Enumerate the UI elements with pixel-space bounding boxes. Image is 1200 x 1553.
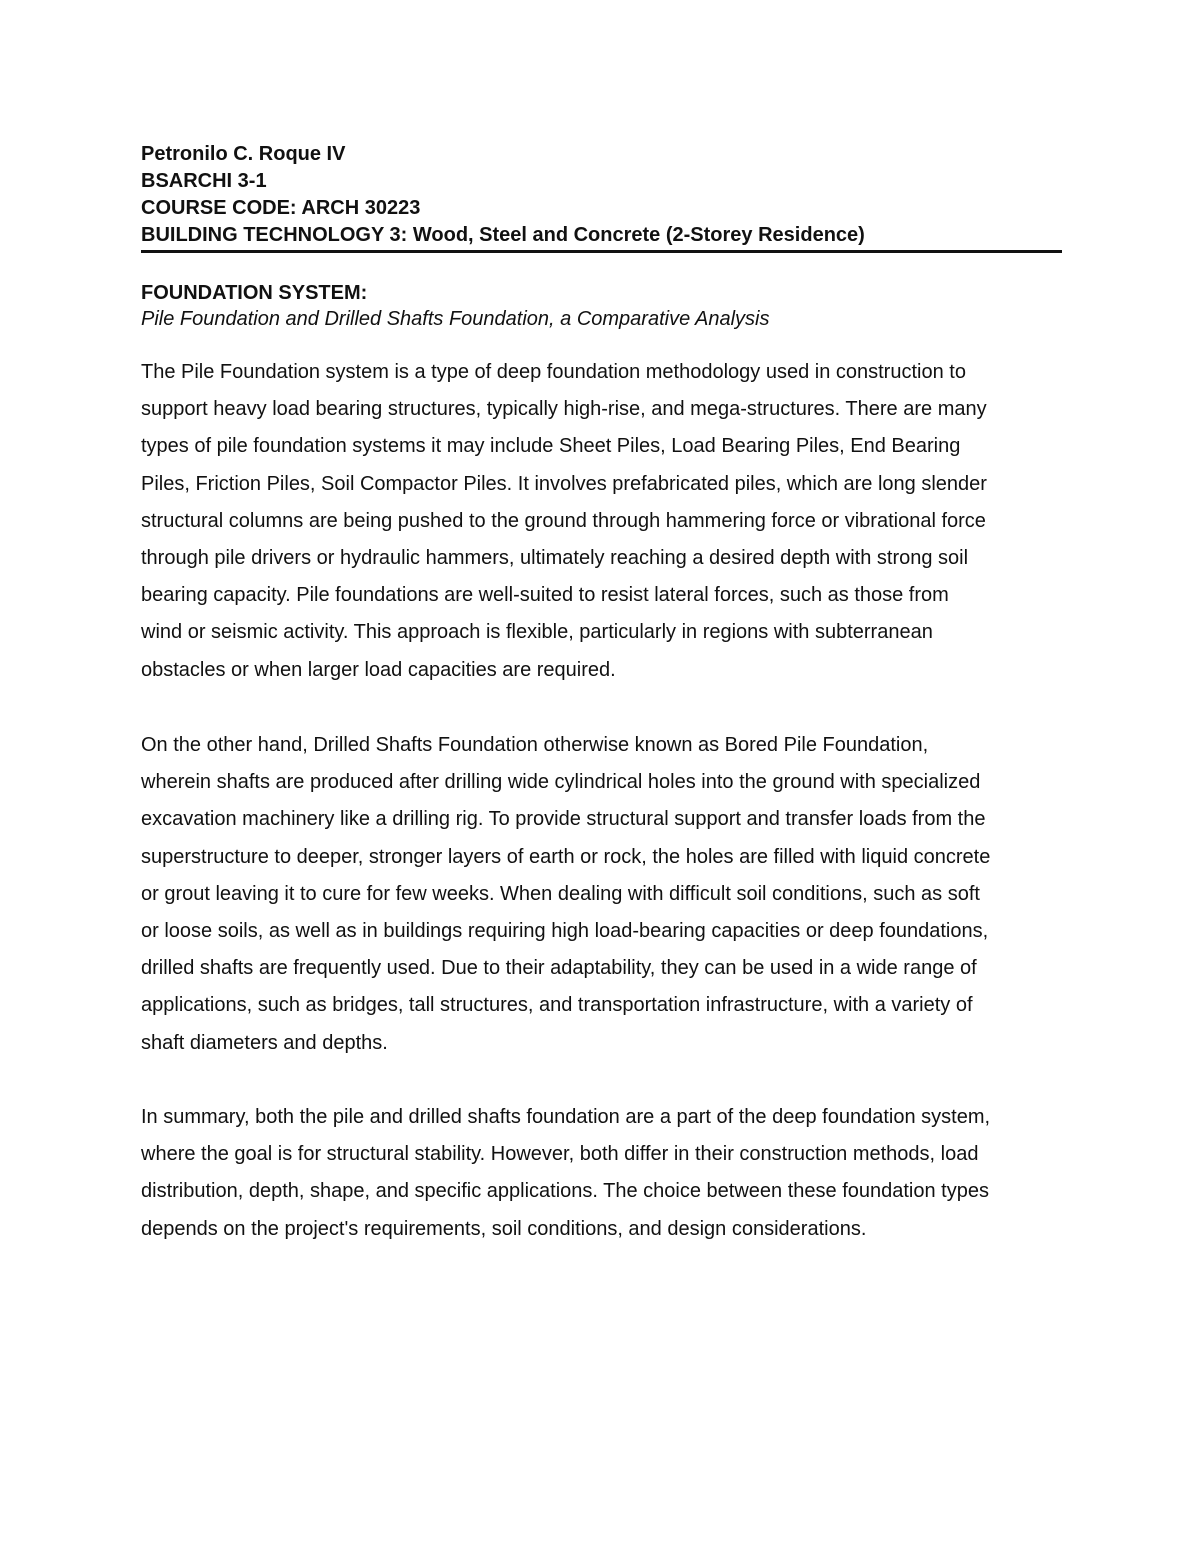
paragraph-line: On the other hand, Drilled Shafts Foundation otherwise known as Bored Pile Foundation, bbox=[141, 734, 929, 756]
paragraph-line: distribution, depth, shape, and specific applications. The choice between these foundation types bbox=[141, 1180, 989, 1203]
paragraph-line: through pile drivers or hydraulic hammers, ultimately reaching a desired depth with strong soil bbox=[141, 546, 969, 569]
paragraph-line: or grout leaving it to cure for few weeks. When dealing with difficult soil conditions, such as soft bbox=[141, 882, 980, 905]
paragraph-line: excavation machinery like a drilling rig. To provide structural support and transfer loads from the bbox=[141, 808, 986, 831]
paragraph-line: obstacles or when larger load capacities are required. bbox=[141, 658, 616, 681]
class-section: BSARCHI 3-1 bbox=[141, 170, 267, 192]
paragraph-line: Piles, Friction Piles, Soil Compactor Piles. It involves prefabricated piles, which are long slender bbox=[141, 472, 987, 495]
paragraph-line: depends on the project's requirements, soil conditions, and design considerations. bbox=[141, 1217, 867, 1240]
course-code: COURSE CODE: ARCH 30223 bbox=[141, 197, 421, 219]
paragraph-line: structural columns are being pushed to the ground through hammering force or vibrational force bbox=[141, 509, 986, 532]
paragraph-line: types of pile foundation systems it may include Sheet Piles, Load Bearing Piles, End Bearing bbox=[141, 435, 961, 458]
section-heading: FOUNDATION SYSTEM: bbox=[141, 282, 368, 304]
paragraph-line: The Pile Foundation system is a type of deep foundation methodology used in construction to bbox=[141, 361, 966, 383]
paragraph-line: shaft diameters and depths. bbox=[141, 1031, 388, 1054]
author-name: Petronilo C. Roque IV bbox=[141, 143, 346, 165]
course-title: BUILDING TECHNOLOGY 3: Wood, Steel and Concrete (2-Storey Residence) bbox=[141, 224, 865, 246]
paragraph-pile-foundation bbox=[141, 354, 1071, 689]
paragraph-line: wherein shafts are produced after drilling wide cylindrical holes into the ground with specialized bbox=[141, 771, 981, 794]
paragraph-line: wind or seismic activity. This approach is flexible, particularly in regions with subterranean bbox=[141, 621, 933, 644]
paragraph-summary bbox=[141, 1099, 1071, 1248]
paragraph-line: applications, such as bridges, tall structures, and transportation infrastructure, with a variety of bbox=[141, 994, 973, 1017]
paragraph-line: or loose soils, as well as in buildings requiring high load-bearing capacities or deep foundations, bbox=[141, 919, 989, 942]
paragraph-line: superstructure to deeper, stronger layers of earth or rock, the holes are filled with liquid concrete bbox=[141, 845, 991, 868]
paragraph-line: where the goal is for structural stability. However, both differ in their construction methods, load bbox=[141, 1143, 979, 1166]
header-divider bbox=[141, 250, 1062, 253]
paragraph-line: bearing capacity. Pile foundations are well-suited to resist lateral forces, such as those from bbox=[141, 584, 949, 607]
paragraph-drilled-shafts bbox=[141, 727, 1071, 1062]
paragraph-line: drilled shafts are frequently used. Due to their adaptability, they can be used in a wide range of bbox=[141, 957, 977, 980]
document-header bbox=[141, 141, 1061, 249]
section-subtitle: Pile Foundation and Drilled Shafts Foundation, a Comparative Analysis bbox=[141, 308, 770, 330]
paragraph-line: In summary, both the pile and drilled shafts foundation are a part of the deep foundation system, bbox=[141, 1106, 991, 1128]
paragraph-line: support heavy load bearing structures, typically high-rise, and mega-structures. There are many bbox=[141, 398, 987, 421]
